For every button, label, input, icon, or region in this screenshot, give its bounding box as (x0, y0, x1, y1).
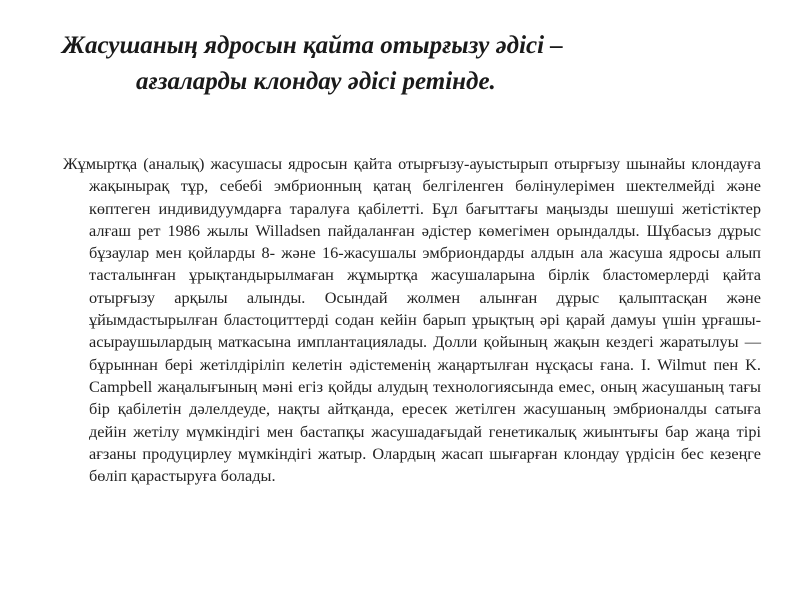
slide-body-paragraph: Жұмыртқа (аналық) жасушасы ядросын қайта отырғызу-ауыстырып отырғызу шынайы клондауға жақынырақ тұр, себебі эмбрионның қатаң белгіленген бөлінулерімен шектелмейді және көптеген индивидуумдарға таралуға қабілетті. Бұл бағыттағы маңызды шешуші жетістіктер алғаш рет 1986 жылы Willadsen пайдаланған әдістер көмегімен орындалды. Шұбасыз дұрыс бұзаулар мен қойларды 8- және 16-жасушалы эмбриондарды алдын ала жасуша ядросы алып тасталынған ұрықтандырылмаған жұмыртқа жасушаларына бірлік бластомерлерді қайта отырғызу арқылы алынды. Осындай жолмен алынған дұрыс қалыптасқан және ұйымдастырылған бластоциттерді содан кейін барып ұрықтың әрі қарай дамуы үшін ұрғашы-асыраушылардың маткасына имплантациялады. Долли қойының жақын кездегі жаратылуы — бұрыннан бері жетілдіріліп келетін әдістеменің жаңартылған нұсқасы ғана. I. Wilmut пен K. Campbell жаңалығының мәні егіз қойды алудың технологиясында емес, оның жасушаның тағы бір қабілетін дәлелдеуде, нақты айтқанда, ересек жетілген жасушаның эмбрионалды сатыға дейін жетілу мүмкіндігі мен бастапқы жасушадағыдай генетикалық жиынтығы бар жаңа тірі ағзаны продуцирлеу мүмкіндігі жатыр. Олардың жасап шығарған клондау үрдісін бес кезеңге бөліп қарастыруға болады. (63, 154, 761, 486)
slide-title (40, 28, 760, 100)
slide-title-line-2: ағзаларды клондау әдісі ретінде. (136, 68, 496, 95)
slide-title-line-1: Жасушаның ядросын қайта отырғызу әдісі – (62, 32, 563, 59)
